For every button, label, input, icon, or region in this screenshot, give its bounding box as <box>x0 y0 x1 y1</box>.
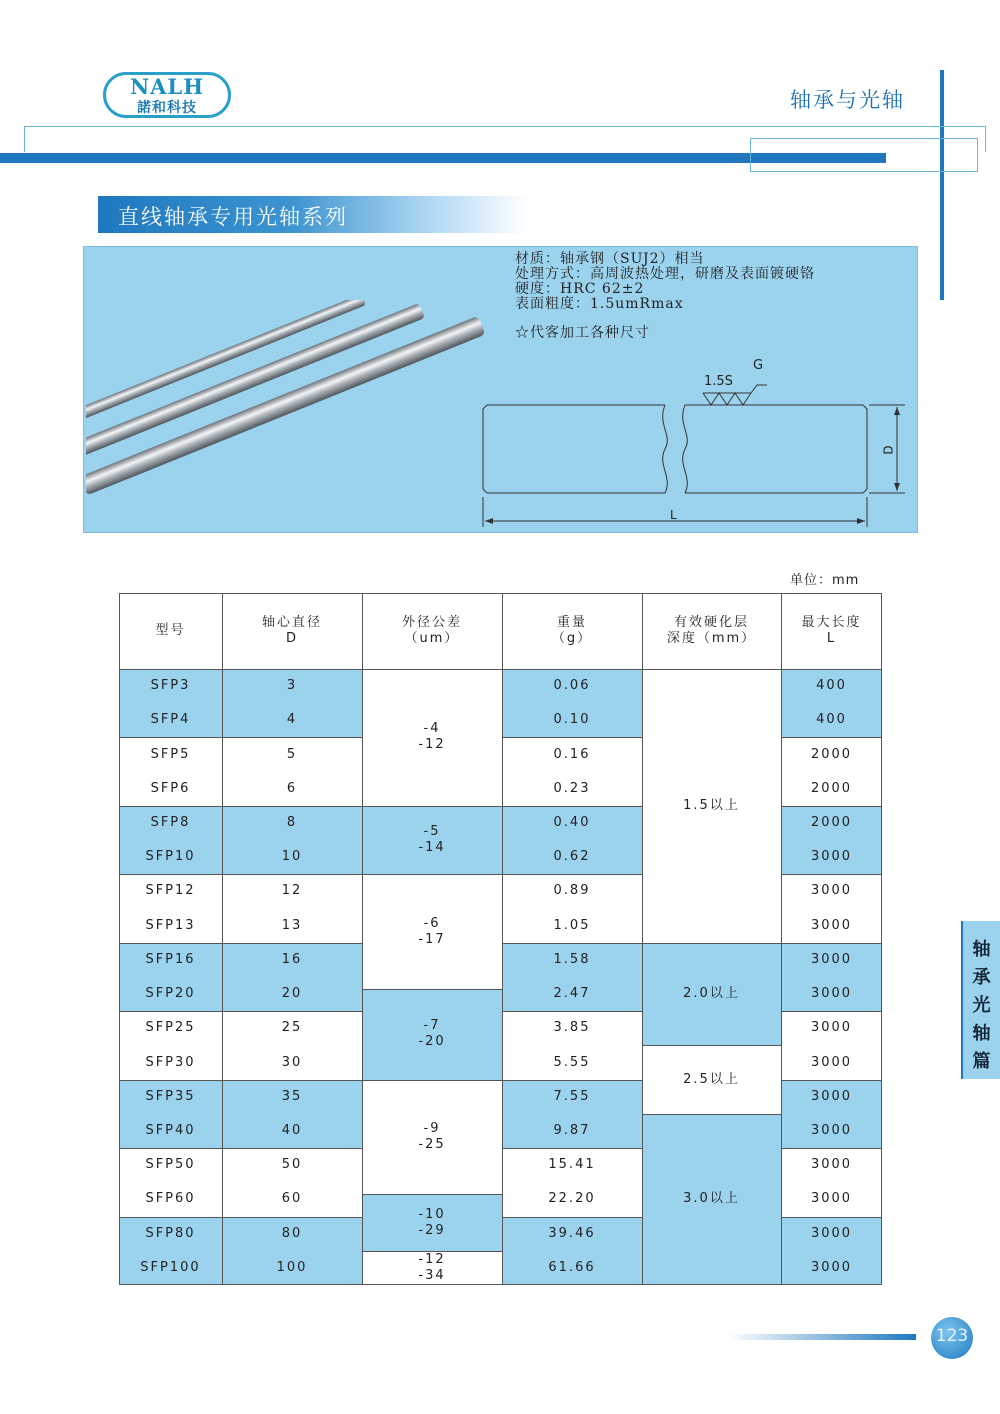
cell-tolerance: -5 -14 <box>362 806 502 874</box>
table-header: 重量 （g） <box>502 593 642 669</box>
cell-model: SFP40 <box>119 1114 222 1148</box>
table-row-line <box>781 874 882 875</box>
table-row-line <box>781 1080 882 1081</box>
g-label: G <box>753 358 764 373</box>
table-row-line <box>502 1080 642 1081</box>
table-row-line <box>502 1217 642 1218</box>
cell-length: 2000 <box>781 772 882 806</box>
cell-model: SFP4 <box>119 703 222 737</box>
cell-diameter: 20 <box>222 977 362 1011</box>
cell-diameter: 50 <box>222 1148 362 1182</box>
cell-tolerance: -4 -12 <box>362 669 502 806</box>
table-row-line <box>119 874 362 875</box>
cell-length: 3000 <box>781 1182 882 1216</box>
cell-diameter: 5 <box>222 737 362 771</box>
table-row-line <box>502 737 642 738</box>
table-row-line <box>362 806 502 807</box>
table-row-line <box>119 806 362 807</box>
table-row-line <box>119 1080 362 1081</box>
l-label: L <box>670 508 677 522</box>
table-row-line <box>362 1251 502 1252</box>
table-row-line <box>119 669 882 670</box>
cell-model: SFP13 <box>119 909 222 943</box>
cell-tolerance: -10 -29 <box>362 1194 502 1250</box>
page-number: 123 <box>935 1326 969 1346</box>
spec-table <box>119 593 882 1285</box>
cell-weight: 61.66 <box>502 1251 642 1285</box>
cell-length: 3000 <box>781 1011 882 1045</box>
table-column-line <box>502 593 503 1285</box>
cell-length: 3000 <box>781 874 882 908</box>
shaft-drawing <box>475 355 915 530</box>
cell-weight: 0.89 <box>502 874 642 908</box>
cell-tolerance: -12 -34 <box>362 1251 502 1285</box>
cell-diameter: 12 <box>222 874 362 908</box>
cell-diameter: 16 <box>222 943 362 977</box>
cell-hardening: 2.5以上 <box>642 1045 781 1113</box>
table-row-line <box>119 1217 362 1218</box>
table-row-line <box>362 1194 502 1195</box>
cell-model: SFP10 <box>119 840 222 874</box>
table-header: 最大长度 L <box>781 593 882 669</box>
cell-length: 2000 <box>781 806 882 840</box>
cell-model: SFP16 <box>119 943 222 977</box>
cell-tolerance: -9 -25 <box>362 1080 502 1195</box>
cell-diameter: 4 <box>222 703 362 737</box>
table-row-line <box>781 943 882 944</box>
table-row-line <box>642 1045 781 1046</box>
cell-model: SFP8 <box>119 806 222 840</box>
cell-diameter: 3 <box>222 669 362 703</box>
d-label: D <box>881 445 896 455</box>
table-row-line <box>502 1011 642 1012</box>
spec-hardness: 硬度：HRC 62±2 <box>515 281 645 297</box>
cell-length: 3000 <box>781 1114 882 1148</box>
shaft-rods-image <box>86 300 496 500</box>
table-row-line <box>362 874 502 875</box>
table-row-line <box>642 1114 781 1115</box>
cell-model: SFP60 <box>119 1182 222 1216</box>
cell-model: SFP80 <box>119 1217 222 1251</box>
cell-model: SFP6 <box>119 772 222 806</box>
logo-brand: NALH <box>129 74 205 99</box>
company-logo <box>103 72 231 118</box>
section-title-bar <box>98 196 528 233</box>
table-row-line <box>362 989 502 990</box>
side-tab <box>961 921 1000 1079</box>
unit-label: 单位：mm <box>790 573 860 588</box>
table-column-line <box>642 593 643 1285</box>
table-row-line <box>502 943 642 944</box>
side-tab-char: 篇 <box>972 1051 991 1072</box>
cell-weight: 22.20 <box>502 1182 642 1216</box>
table-row-line <box>119 1148 362 1149</box>
table-row-line <box>781 1217 882 1218</box>
cell-length: 3000 <box>781 1148 882 1182</box>
cell-weight: 0.16 <box>502 737 642 771</box>
cell-diameter: 8 <box>222 806 362 840</box>
table-column-line <box>781 593 782 1285</box>
cell-model: SFP3 <box>119 669 222 703</box>
cell-weight: 0.40 <box>502 806 642 840</box>
cell-diameter: 100 <box>222 1251 362 1285</box>
table-row-line <box>781 806 882 807</box>
cell-weight: 5.55 <box>502 1045 642 1079</box>
cell-diameter: 6 <box>222 772 362 806</box>
cell-weight: 1.58 <box>502 943 642 977</box>
cell-hardening: 1.5以上 <box>642 669 781 943</box>
header-vertical-line <box>940 70 944 300</box>
header-title: 轴承与光轴 <box>790 88 905 112</box>
side-tab-char: 轴 <box>972 939 991 960</box>
table-column-line <box>222 593 223 1285</box>
section-title: 直线轴承专用光轴系列 <box>118 205 348 229</box>
cell-hardening: 3.0以上 <box>642 1114 781 1285</box>
cell-tolerance: -6 -17 <box>362 874 502 989</box>
cell-length: 3000 <box>781 1045 882 1079</box>
footer-bar <box>728 1334 916 1340</box>
table-row-line <box>781 1148 882 1149</box>
cell-model: SFP30 <box>119 1045 222 1079</box>
cell-diameter: 35 <box>222 1080 362 1114</box>
cell-length: 3000 <box>781 909 882 943</box>
table-row-line <box>781 737 882 738</box>
cell-diameter: 30 <box>222 1045 362 1079</box>
table-row-line <box>781 1011 882 1012</box>
side-tab-char: 承 <box>972 967 991 988</box>
cell-length: 400 <box>781 703 882 737</box>
cell-model: SFP50 <box>119 1148 222 1182</box>
table-header: 轴心直径 D <box>222 593 362 669</box>
cell-diameter: 10 <box>222 840 362 874</box>
spec-material: 材质：轴承钢（SUJ2）相当 <box>515 251 705 267</box>
spec-roughness: 表面粗度：1.5umRmax <box>515 296 684 312</box>
cell-weight: 0.06 <box>502 669 642 703</box>
table-header: 有效硬化层 深度（mm） <box>642 593 781 669</box>
table-row-line <box>362 1080 502 1081</box>
cell-hardening: 2.0以上 <box>642 943 781 1046</box>
cell-diameter: 13 <box>222 909 362 943</box>
cell-weight: 0.23 <box>502 772 642 806</box>
table-row-line <box>119 1011 362 1012</box>
table-row-line <box>502 806 642 807</box>
cell-tolerance: -7 -20 <box>362 989 502 1080</box>
cell-weight: 0.10 <box>502 703 642 737</box>
cell-weight: 15.41 <box>502 1148 642 1182</box>
cell-diameter: 80 <box>222 1217 362 1251</box>
cell-model: SFP12 <box>119 874 222 908</box>
cell-diameter: 60 <box>222 1182 362 1216</box>
spec-custom-note: ☆代客加工各种尺寸 <box>515 325 650 341</box>
cell-model: SFP5 <box>119 737 222 771</box>
cell-weight: 39.46 <box>502 1217 642 1251</box>
header-small-frame <box>750 138 978 172</box>
table-column-line <box>362 593 363 1285</box>
table-row-line <box>502 1148 642 1149</box>
cell-length: 3000 <box>781 943 882 977</box>
cell-length: 2000 <box>781 737 882 771</box>
table-row-line <box>119 737 362 738</box>
cell-length: 3000 <box>781 1251 882 1285</box>
table-header: 外径公差 （um） <box>362 593 502 669</box>
cell-diameter: 25 <box>222 1011 362 1045</box>
cell-length: 3000 <box>781 1080 882 1114</box>
cell-model: SFP100 <box>119 1251 222 1285</box>
cell-weight: 3.85 <box>502 1011 642 1045</box>
roughness-label: 1.5S <box>704 374 733 389</box>
cell-weight: 7.55 <box>502 1080 642 1114</box>
cell-model: SFP35 <box>119 1080 222 1114</box>
cell-length: 3000 <box>781 1217 882 1251</box>
cell-diameter: 40 <box>222 1114 362 1148</box>
cell-model: SFP25 <box>119 1011 222 1045</box>
table-row-line <box>119 943 362 944</box>
logo-chinese-name: 諾和科技 <box>137 100 197 116</box>
cell-weight: 2.47 <box>502 977 642 1011</box>
cell-model: SFP20 <box>119 977 222 1011</box>
spec-treatment: 处理方式：高周波热处理，研磨及表面镀硬铬 <box>515 266 815 282</box>
side-tab-char: 光 <box>972 995 991 1016</box>
table-row-line <box>502 874 642 875</box>
cell-weight: 1.05 <box>502 909 642 943</box>
cell-weight: 9.87 <box>502 1114 642 1148</box>
side-tab-char: 轴 <box>972 1023 991 1044</box>
table-header: 型号 <box>119 593 222 669</box>
cell-weight: 0.62 <box>502 840 642 874</box>
cell-length: 3000 <box>781 977 882 1011</box>
cell-length: 400 <box>781 669 882 703</box>
cell-length: 3000 <box>781 840 882 874</box>
table-row-line <box>642 943 781 944</box>
